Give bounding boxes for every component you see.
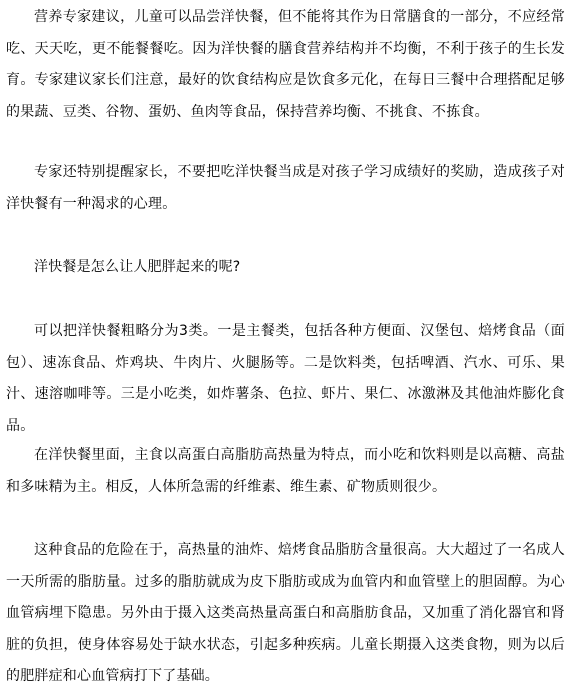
paragraph-question: 洋快餐是怎么让人肥胖起来的呢?: [34, 259, 241, 275]
paragraph-health-risks: 这种食品的危险在于，高热量的油炸、焙烤食品脂肪含量很高。大大超过了一名成人一天所需的脂肪量。过多的脂肪就成为皮下脂肪或成为血管内和血管壁上的胆固醇。为心血管病埋下隐患。另外由于摄入这类高热量高蛋白和高脂肪食品，又加重了消化器官和肾脏的负担，使身体容易处于缺水状态，引起多种疾病。儿童长期摄入这类食物，则为以后的肥胖症和心血管病打下了基础。: [6, 542, 565, 684]
paragraph-parent-reminder: 专家还特别提醒家长，不要把吃洋快餐当成是对孩子学习成绩好的奖励，造成孩子对洋快餐有一种渴求的心理。: [6, 164, 565, 212]
paragraph-nutrient-composition: 在洋快餐里面，主食以高蛋白高脂肪高热量为特点，而小吃和饮料则是以高糖、高盐和多味精为主。相反，人体所急需的纤维素、维生素、矿物质则很少。: [6, 447, 565, 495]
paragraph-fastfood-categories: 可以把洋快餐粗略分为3类。一是主餐类，包括各种方便面、汉堡包、焙烤食品（面包）、速冻食品、炸鸡块、牛肉片、火腿肠等。二是饮料类，包括啤酒、汽水、可乐、果汁、速溶咖啡等。三是小吃类，如炸薯条、色拉、虾片、果仁、冰激淋及其他油炸膨化食品。: [6, 323, 565, 434]
paragraph-nutrition-advice: 营养专家建议，儿童可以品尝洋快餐，但不能将其作为日常膳食的一部分，不应经常吃、天天吃，更不能餐餐吃。因为洋快餐的膳食营养结构并不均衡，不利于孩子的生长发育。专家建议家长们注意，最好的饮食结构应是饮食多元化，在每日三餐中合理搭配足够的果蔬、豆类、谷物、蛋奶、鱼肉等食品，保持营养均衡、不挑食、不拣食。: [6, 9, 565, 120]
